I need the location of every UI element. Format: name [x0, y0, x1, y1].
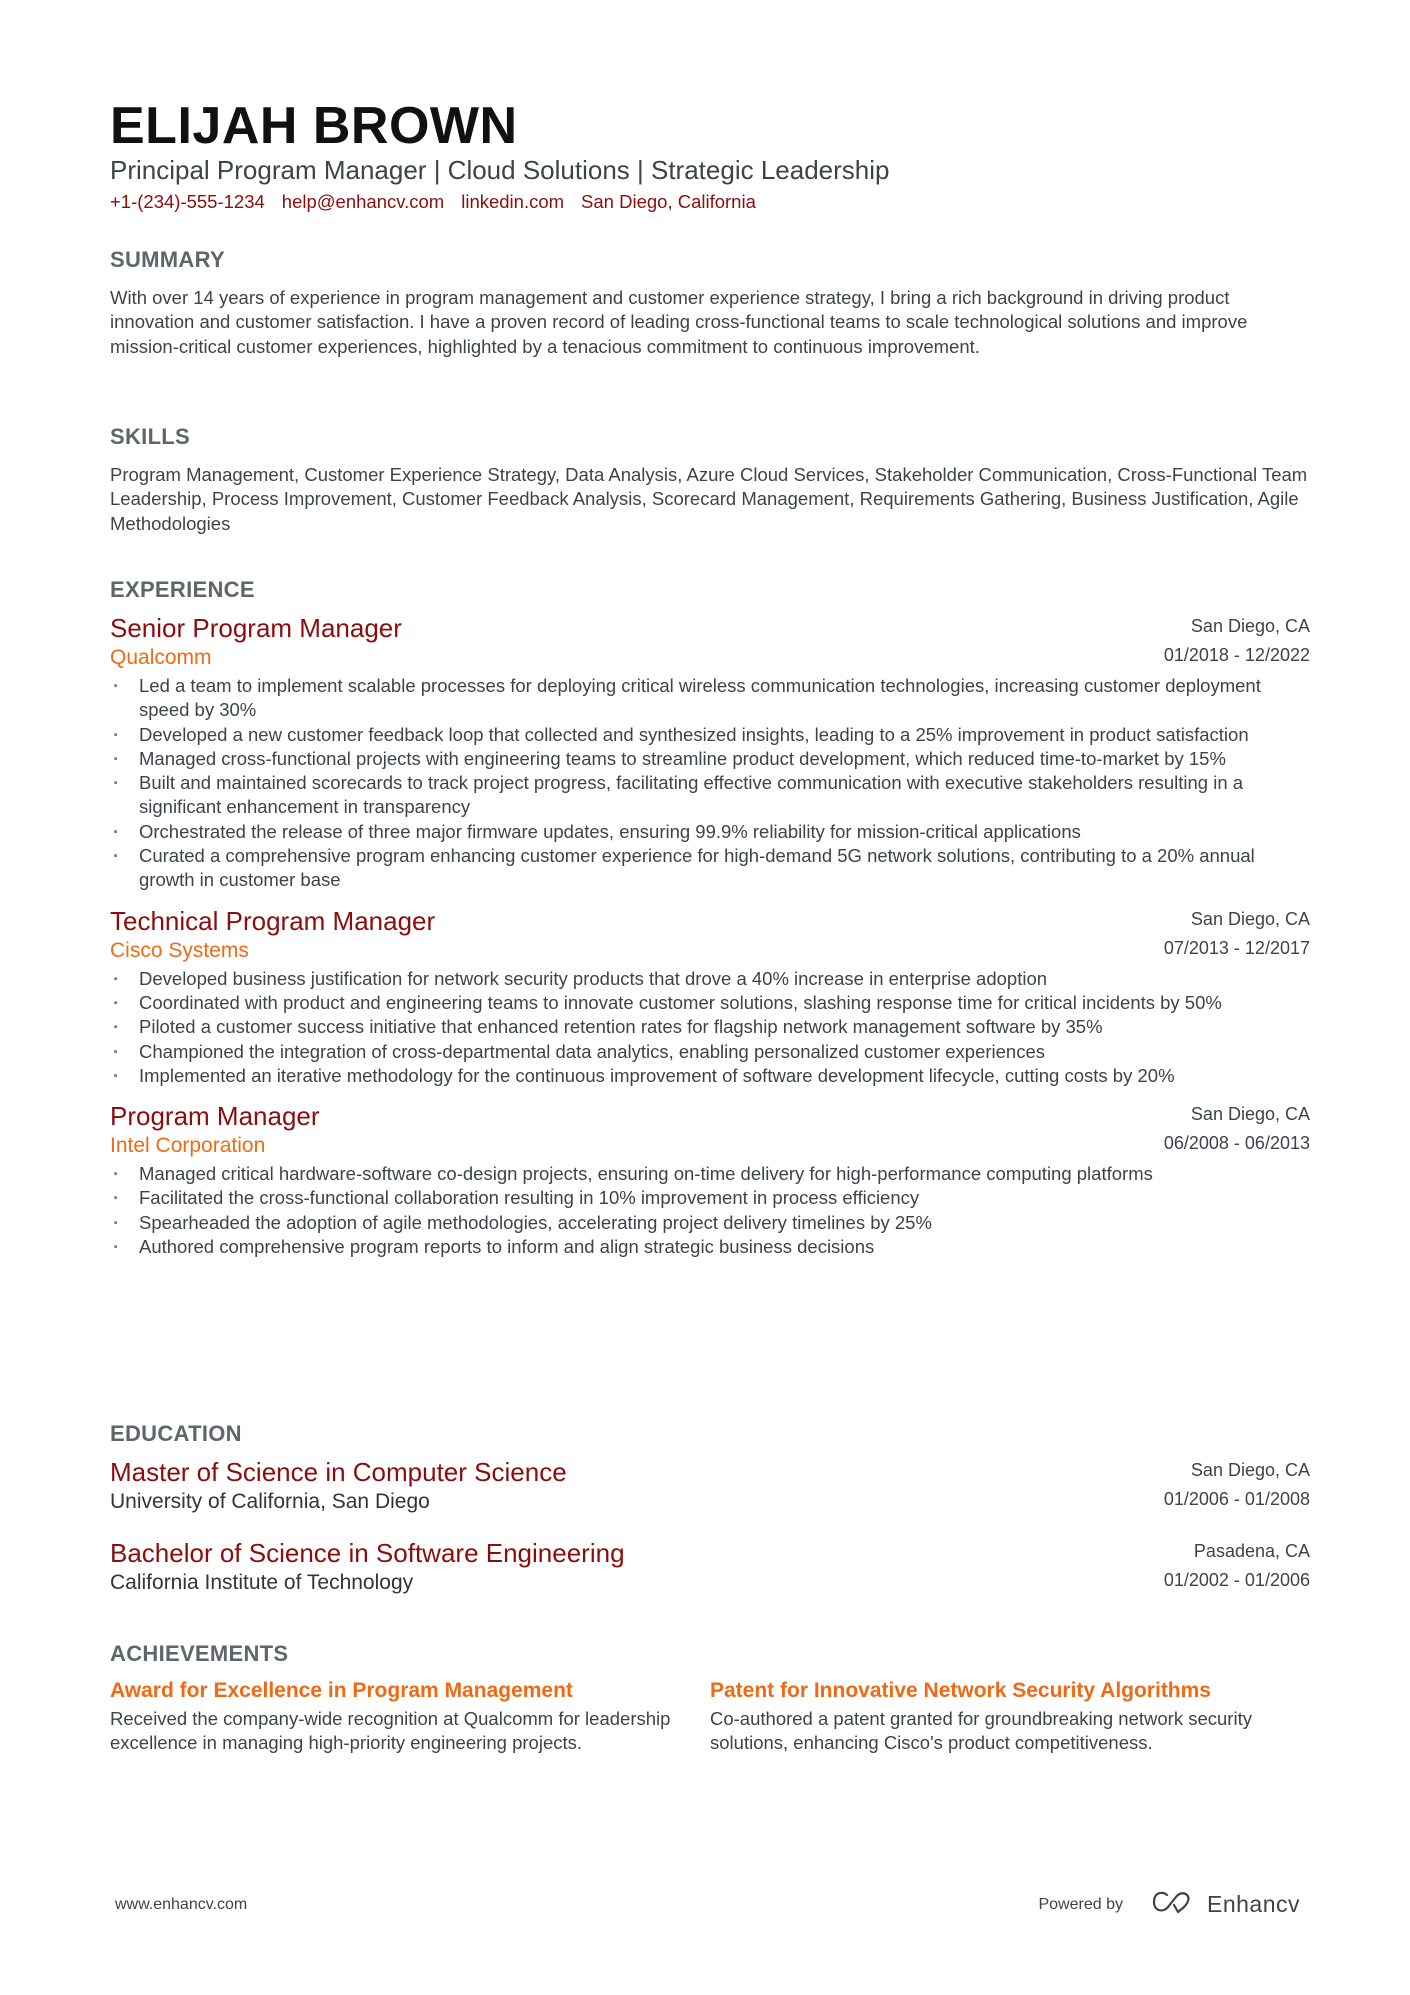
education-dates: 01/2006 - 01/2008 — [1163, 1489, 1310, 1509]
contact-linkedin[interactable]: linkedin.com — [461, 191, 565, 212]
skills-section — [110, 423, 1310, 536]
job-dates: 07/2013 - 12/2017 — [1163, 937, 1310, 958]
education-meta — [1164, 1537, 1310, 1595]
job-title: Senior Program Manager — [110, 613, 402, 643]
achievements-section — [110, 1640, 1310, 1756]
section-title-education: EDUCATION — [110, 1421, 242, 1446]
bullet-item: · Developed business justification for network security products that drove a 40% increase in enterprise adoption — [110, 967, 1310, 991]
bullet-item: · Built and maintained scorecards to track project progress, facilitating effective communication with executive stakeholders resulting in a significant enhancement in transparency — [110, 771, 1310, 820]
company-name: Cisco Systems — [110, 938, 249, 962]
job-location: San Diego, CA — [1190, 908, 1310, 929]
enhancv-brand-name: Enhancv — [1206, 1891, 1300, 1917]
bullet-item: · Spearheaded the adoption of agile methodologies, accelerating project delivery timelines by 25% — [110, 1211, 1310, 1235]
bullet-item: · Managed cross-functional projects with engineering teams to streamline product development, which reduced time-to-market by 15% — [110, 747, 1310, 771]
job-title: Technical Program Manager — [110, 905, 436, 936]
job-location: San Diego, CA — [1190, 1104, 1310, 1125]
education-entry — [110, 1537, 1310, 1596]
achievement-description: Co-authored a patent granted for groundbreaking network security solutions, enhancing Cisco's product competitiveness. — [710, 1708, 1252, 1754]
education-location: San Diego, CA — [1190, 1460, 1310, 1480]
job-title: Program Manager — [110, 1101, 320, 1132]
job-location: San Diego, CA — [1190, 616, 1310, 636]
job-meta — [1164, 905, 1310, 963]
school-name: California Institute of Technology — [110, 1571, 414, 1594]
job-dates: 06/2008 - 06/2013 — [1163, 1133, 1310, 1154]
section-title-achievements: ACHIEVEMENTS — [110, 1641, 289, 1666]
job-bullets — [110, 967, 1310, 1088]
bullet-item: · Facilitated the cross-functional collaboration resulting in 10% improvement in process efficiency — [110, 1186, 1310, 1210]
summary-text: With over 14 years of experience in program management and customer experience strategy, I bring a rich background in driving product innovation and customer satisfaction. I have a proven record of leading cross-functional teams to scale technological solutions and improve mission-critical customer experiences, highlighted by a tenacious commitment to continuous improvement. — [110, 287, 1248, 357]
section-title-skills: SKILLS — [110, 424, 191, 449]
education-location: Pasadena, CA — [1193, 1541, 1310, 1561]
bullet-item: · Coordinated with product and engineering teams to innovate customer solutions, slashing response time for critical incidents by 50% — [110, 991, 1310, 1015]
powered-by-label: Powered by — [1038, 1895, 1123, 1913]
degree-title: Bachelor of Science in Software Engineering — [110, 1538, 625, 1568]
achievements-grid — [110, 1676, 1310, 1756]
footer-branding — [1038, 1889, 1300, 1920]
bullet-item: · Developed a new customer feedback loop that collected and synthesized insights, leading to a 25% improvement in product satisfaction — [110, 723, 1310, 747]
company-name: Intel Corporation — [110, 1134, 266, 1158]
education-section — [110, 1420, 1310, 1596]
bullet-item: · Curated a comprehensive program enhancing customer experience for high-demand 5G network solutions, contributing to a 20% annual growth in customer base — [110, 844, 1310, 893]
summary-section — [110, 246, 1310, 359]
bullet-item: · Led a team to implement scalable processes for deploying critical wireless communication technologies, increasing customer deployment speed by 30% — [110, 674, 1310, 723]
achievement-item — [110, 1676, 710, 1756]
job-meta — [1164, 612, 1310, 670]
job-bullets — [110, 674, 1310, 893]
achievement-item — [710, 1676, 1310, 1756]
education-entry — [110, 1456, 1310, 1515]
achievement-title: Award for Excellence in Program Management — [110, 1679, 573, 1702]
candidate-name: ELIJAH BROWN — [110, 97, 518, 155]
school-name: University of California, San Diego — [110, 1490, 430, 1513]
enhancv-logo-icon — [1151, 1889, 1197, 1920]
contact-location: San Diego, California — [581, 191, 756, 212]
achievement-title: Patent for Innovative Network Security Algorithms — [710, 1679, 1211, 1702]
job-bullets — [110, 1162, 1310, 1259]
candidate-headline: Principal Program Manager | Cloud Solutions | Strategic Leadership — [110, 155, 890, 185]
bullet-item: · Orchestrated the release of three major firmware updates, ensuring 99.9% reliability for mission-critical applications — [110, 820, 1310, 844]
contact-email[interactable]: help@enhancv.com — [281, 191, 445, 212]
contact-phone[interactable]: +1-(234)-555-1234 — [110, 191, 265, 212]
job-meta — [1164, 1100, 1310, 1158]
experience-entry — [110, 612, 1310, 893]
company-name: Qualcomm — [110, 646, 212, 669]
experience-entry — [110, 905, 1310, 1088]
experience-entry — [110, 1100, 1310, 1259]
section-title-experience: EXPERIENCE — [110, 577, 255, 602]
bullet-item: · Authored comprehensive program reports to inform and align strategic business decisions — [110, 1235, 1310, 1259]
contact-bar — [110, 190, 773, 214]
section-title-summary: SUMMARY — [110, 247, 225, 272]
bullet-item: · Managed critical hardware-software co-design projects, ensuring on-time delivery for high-performance computing platforms — [110, 1162, 1310, 1186]
skills-text: Program Management, Customer Experience Strategy, Data Analysis, Azure Cloud Services, Stakeholder Communication, Cross-Functional Team Leadership, Process Improvement, Customer Feedback Analysis, Scorecard Management, Requirements Gathering, Business Justification, Agile Methodologies — [110, 464, 1308, 534]
degree-title: Master of Science in Computer Science — [110, 1457, 567, 1487]
education-dates: 01/2002 - 01/2006 — [1163, 1570, 1310, 1590]
footer-website[interactable]: www.enhancv.com — [115, 1896, 248, 1913]
education-meta — [1164, 1456, 1310, 1514]
bullet-item: · Implemented an iterative methodology for the continuous improvement of software development lifecycle, cutting costs by 20% — [110, 1064, 1310, 1088]
job-dates: 01/2018 - 12/2022 — [1163, 645, 1310, 665]
achievement-description: Received the company-wide recognition at Qualcomm for leadership excellence in managing high-priority engineering projects. — [110, 1708, 671, 1754]
bullet-item: · Piloted a customer success initiative that enhanced retention rates for flagship network management software by 35% — [110, 1015, 1310, 1039]
experience-section — [110, 576, 1310, 1259]
bullet-item: · Championed the integration of cross-departmental data analytics, enabling personalized customer experiences — [110, 1040, 1310, 1064]
